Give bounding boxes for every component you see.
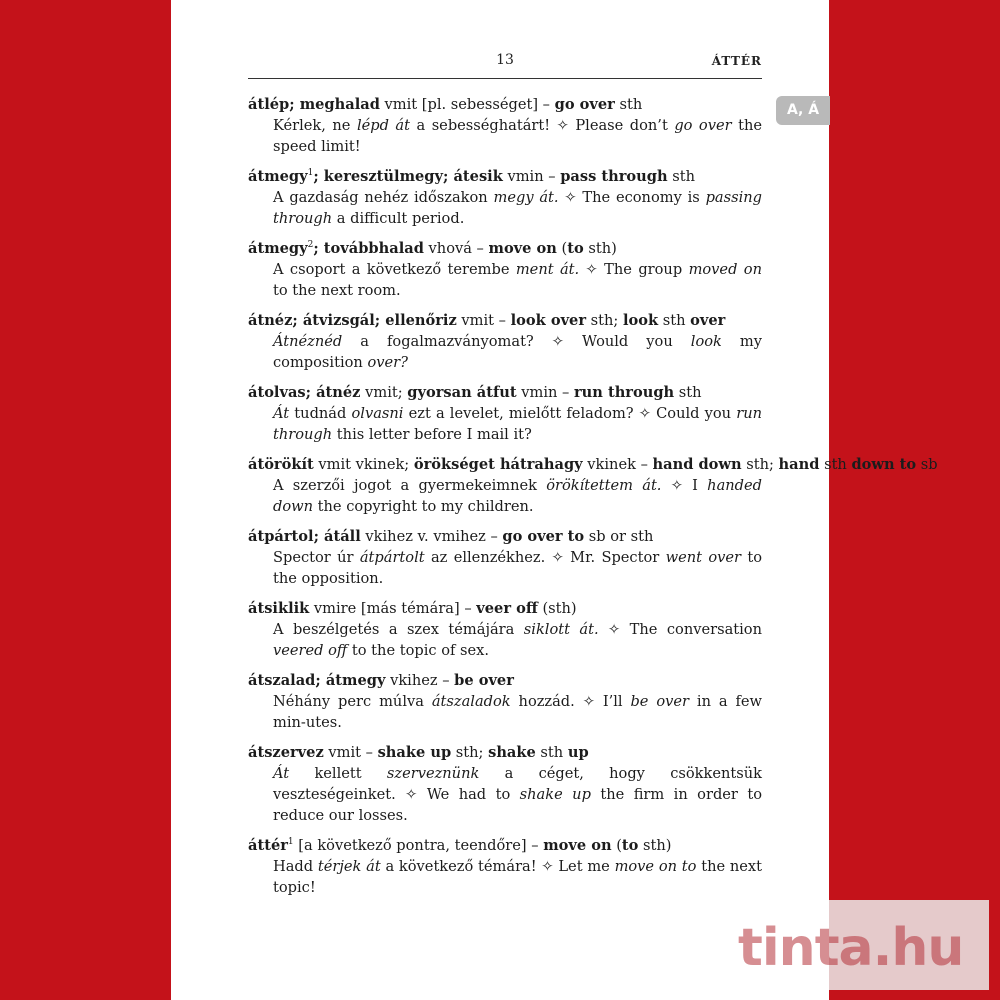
plain-text: sth [667,168,695,185]
headword-text: átsiklik [248,600,310,617]
headword-text: átlép; meghalad [248,96,380,113]
italic-text: lépd át [356,117,410,134]
plain-text: Néhány perc múlva [273,693,432,710]
headword-text: move on [488,240,557,257]
italic-text: went over [665,549,741,566]
watermark-logo: tinta.hu [738,918,964,978]
plain-text: vkihez – [385,672,455,689]
plain-text: vmin – [502,168,561,185]
entry-headline [248,310,762,331]
italic-text: Át [273,405,290,422]
plain-text: vmit – [323,744,378,761]
headword-text: to [567,240,584,257]
dictionary-entry [248,454,938,517]
plain-text: sth; [741,456,779,473]
headword-text: átörökít [248,456,314,473]
headword-text: áttér [248,837,288,854]
plain-text: my composition [273,333,762,371]
italic-text: ment át. [515,261,580,278]
headword-text: ; továbbhalad [313,240,424,257]
plain-text: to the next room. [273,282,401,299]
plain-text: to the topic of sex. [347,642,490,659]
italic-text: átpártolt [359,549,425,566]
dictionary-entry [248,598,762,661]
headword-text: ; keresztülmegy; átesik [313,168,503,185]
headword-text: up [567,744,589,761]
plain-text: vmit vkinek; [313,456,414,473]
headword-text: hand down [652,456,742,473]
headword-text: over [690,312,726,329]
entry-headline [248,94,762,115]
italic-text: move on to [614,858,697,875]
plain-text: sb or sth [584,528,654,545]
plain-text: vmire [más témára] – [309,600,477,617]
dictionary-entry [248,382,762,445]
plain-text: sb [916,456,938,473]
plain-text: vmit – [456,312,511,329]
plain-text: kellett [289,765,387,782]
plain-text: vkinek – [582,456,653,473]
italic-text: siklott át. [523,621,599,638]
plain-text: Kérlek, ne [273,117,357,134]
plain-text: sth [614,96,643,113]
headword-text: go over [554,96,615,113]
italic-text: passing through [273,189,762,227]
italic-text: térjek át [317,858,381,875]
headword-text: átszervez [248,744,324,761]
entry-example [248,547,762,589]
plain-text: the copyright to my children. [313,498,534,515]
italic-text: veered off [273,642,348,659]
section-tab: A, Á [776,96,830,125]
italic-text: örökítettem át. [546,477,662,494]
italic-text: shake up [519,786,591,803]
headword-text: átolvas; átnéz [248,384,361,401]
entry-headline [248,382,762,403]
headword-text: move on [543,837,612,854]
dictionary-entries [248,94,938,907]
plain-text: ( [556,240,568,257]
headword-text: örökséget hátrahagy [413,456,583,473]
italic-text: olvasni [351,405,404,422]
entry-headline [248,742,762,763]
plain-text: ✧ The economy is [558,189,706,206]
plain-text: sth; [586,312,623,329]
plain-text: in a few min-utes. [273,693,763,731]
entry-example [248,187,762,229]
plain-text: Hadd [273,858,318,875]
plain-text: sth [819,456,852,473]
sense-number: 1 [287,837,294,848]
plain-text: ✧ The conversation [598,621,762,638]
plain-text: vmin – [516,384,574,401]
headword-text: átszalad; átmegy [248,672,386,689]
headword-text: veer off [476,600,538,617]
headword-text: shake up [377,744,452,761]
italic-text: megy át. [493,189,559,206]
plain-text: ✧ The group [579,261,689,278]
plain-text: the firm in order to reduce our losses. [273,786,762,824]
italic-text: moved on [688,261,762,278]
italic-text: go over [674,117,732,134]
headword-text: átnéz; átvizsgál; ellenőriz [248,312,457,329]
plain-text: A szerzői jogot a gyermekeimnek [273,477,547,494]
plain-text: ✧ I [661,477,708,494]
entry-headline [248,670,762,691]
plain-text: sth [674,384,702,401]
plain-text: vhová – [423,240,489,257]
italic-text: handed down [273,477,762,515]
plain-text: hozzád. ✧ I’ll [510,693,631,710]
plain-text: a következő témára! ✧ Let me [380,858,615,875]
page-number: 13 [496,52,514,68]
plain-text: vmit [pl. sebességet] – [379,96,555,113]
headword-text: gyorsan átfut [407,384,517,401]
plain-text: a difficult period. [332,210,465,227]
headword-text: run through [573,384,675,401]
plain-text: sth; [451,744,489,761]
plain-text: sth) [638,837,672,854]
dictionary-entry [248,94,762,157]
plain-text: this letter before I mail it? [332,426,532,443]
plain-text: Spector úr [273,549,360,566]
sense-number: 1 [307,168,314,179]
entry-example [248,856,762,898]
entry-example [248,115,762,157]
entry-example [248,475,762,517]
dictionary-entry [248,526,762,589]
dictionary-entry [248,310,762,373]
italic-text: over? [367,354,408,371]
plain-text: vmit; [360,384,408,401]
plain-text: to the opposition. [273,549,762,587]
plain-text: A csoport a következő terembe [273,261,516,278]
entry-example [248,259,762,301]
entry-example [248,691,762,733]
italic-text: Átnéznéd [273,333,343,350]
dictionary-entry [248,835,762,898]
plain-text: [a következő pontra, teendőre] – [293,837,544,854]
plain-text: sth [658,312,691,329]
headword-text: down to [851,456,917,473]
entry-example [248,403,762,445]
headword-text: look [622,312,659,329]
headword-text: be over [454,672,514,689]
plain-text: ezt a levelet, mielőtt feladom? ✧ Could you [403,405,737,422]
plain-text: the next topic! [273,858,762,896]
entry-headline [248,166,762,187]
plain-text: ( [611,837,622,854]
dictionary-entry [248,238,762,301]
sense-number: 2 [307,240,314,251]
dictionary-entry [248,166,762,229]
entry-headline [248,835,762,856]
entry-headline [248,598,762,619]
headword-text: hand [778,456,820,473]
headword-text: shake [488,744,536,761]
italic-text: szerveznünk [386,765,480,782]
running-head: ÁTTÉR [711,54,762,68]
entry-example [248,331,762,373]
entry-headline [248,526,762,547]
italic-text: run through [273,405,762,443]
headword-text: átmegy [248,168,308,185]
entry-headline [248,454,938,475]
headword-text: átmegy [248,240,308,257]
entry-example [248,763,762,826]
headword-text: look over [510,312,587,329]
italic-text: átszaladok [431,693,511,710]
headword-text: to [621,837,639,854]
page-header [248,52,762,79]
entry-example [248,619,762,661]
headword-text: átpártol; átáll [248,528,361,545]
plain-text: vkihez v. vmihez – [360,528,503,545]
italic-text: Át [273,765,290,782]
plain-text: sth [535,744,568,761]
plain-text: a fogalmazványomat? ✧ Would you [342,333,691,350]
headword-text: go over to [502,528,585,545]
entry-headline [248,238,762,259]
plain-text: az ellenzékhez. ✧ Mr. Spector [424,549,666,566]
plain-text: a sebességhatárt! ✧ Please don’t [410,117,675,134]
plain-text: A gazdaság nehéz időszakon [273,189,494,206]
plain-text: tudnád [289,405,352,422]
plain-text: the speed limit! [273,117,762,155]
plain-text: a céget, hogy csökkentsük veszteségeinket. ✧ We had to [273,765,762,803]
headword-text: pass through [560,168,668,185]
dictionary-entry [248,670,762,733]
italic-text: look [690,333,722,350]
plain-text: A beszélgetés a szex témájára [273,621,524,638]
dictionary-entry [248,742,762,826]
plain-text: sth) [583,240,617,257]
plain-text: (sth) [537,600,577,617]
italic-text: be over [630,693,689,710]
